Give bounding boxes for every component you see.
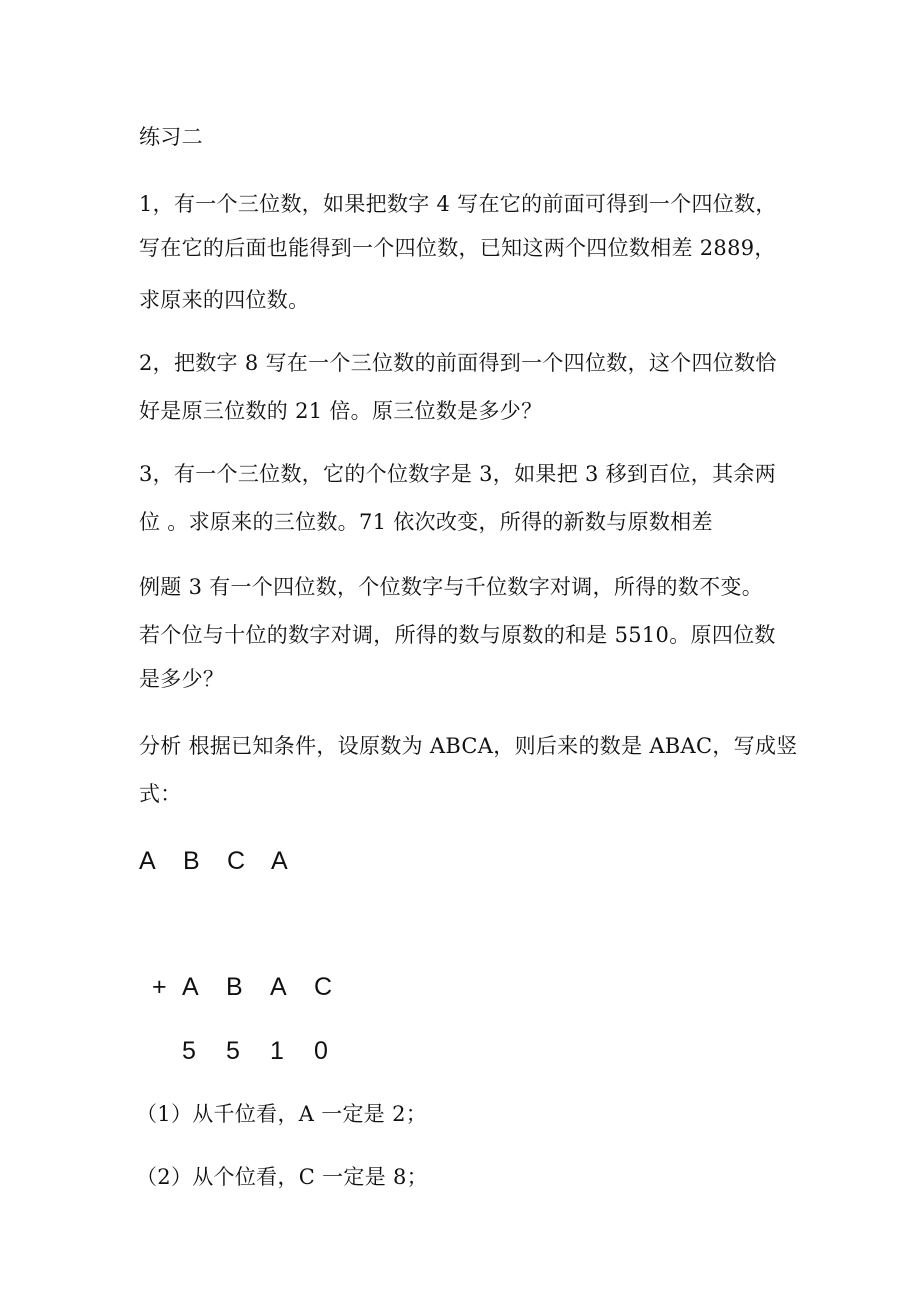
problem-1-line-2: 写在它的后面也能得到一个四位数，已知这两个四位数相差 2889， bbox=[139, 236, 776, 260]
digit-cell: 1 bbox=[270, 1037, 284, 1065]
digit-cell: 5 bbox=[182, 1037, 196, 1065]
digit-cell: 0 bbox=[314, 1037, 328, 1065]
example-3-line-1: 例题 3 有一个四位数，个位数字与千位数字对调，所得的数不变。 bbox=[139, 575, 764, 599]
vertical-sum-row-1 bbox=[139, 846, 315, 876]
digit-cell: 5 bbox=[226, 1037, 240, 1065]
analysis-line-2: 式： bbox=[139, 782, 182, 806]
digit-cell: C bbox=[227, 847, 246, 875]
digit-cell: A bbox=[270, 973, 287, 1001]
digit-cell: A bbox=[271, 847, 288, 875]
problem-3-line-1: 3，有一个三位数，它的个位数字是 3，如果把 3 移到百位，其余两 bbox=[139, 462, 777, 486]
step-2: （2）从个位看，C 一定是 8； bbox=[136, 1165, 428, 1189]
step-1: （1）从千位看，A 一定是 2； bbox=[136, 1102, 428, 1126]
digit-cell: B bbox=[183, 847, 200, 875]
problem-2-line-2: 好是原三位数的 21 倍。原三位数是多少？ bbox=[139, 399, 543, 423]
plus-sign: + bbox=[152, 973, 167, 1001]
problem-1-line-1: 1，有一个三位数，如果把数字 4 写在它的前面可得到一个四位数， bbox=[139, 192, 777, 216]
page-heading: 练习二 bbox=[139, 125, 203, 149]
problem-3-line-2: 位 。求原来的三位数。71 依次改变，所得的新数与原数相差 bbox=[139, 510, 713, 534]
vertical-sum-result bbox=[182, 1036, 358, 1066]
digit-cell: C bbox=[314, 973, 333, 1001]
digit-cell: A bbox=[139, 847, 156, 875]
problem-2-line-1: 2，把数字 8 写在一个三位数的前面得到一个四位数，这个四位数恰 bbox=[139, 351, 777, 375]
example-3-line-2: 若个位与十位的数字对调，所得的数与原数的和是 5510。原四位数 bbox=[139, 623, 776, 647]
analysis-line-1: 分析 根据已知条件，设原数为 ABCA，则后来的数是 ABAC，写成竖 bbox=[139, 734, 798, 758]
problem-1-line-3: 求原来的四位数。 bbox=[139, 288, 310, 312]
digit-cell: A bbox=[182, 973, 199, 1001]
example-3-line-3: 是多少？ bbox=[139, 667, 225, 691]
digit-cell: B bbox=[226, 973, 243, 1001]
vertical-sum-row-2 bbox=[152, 972, 358, 1002]
